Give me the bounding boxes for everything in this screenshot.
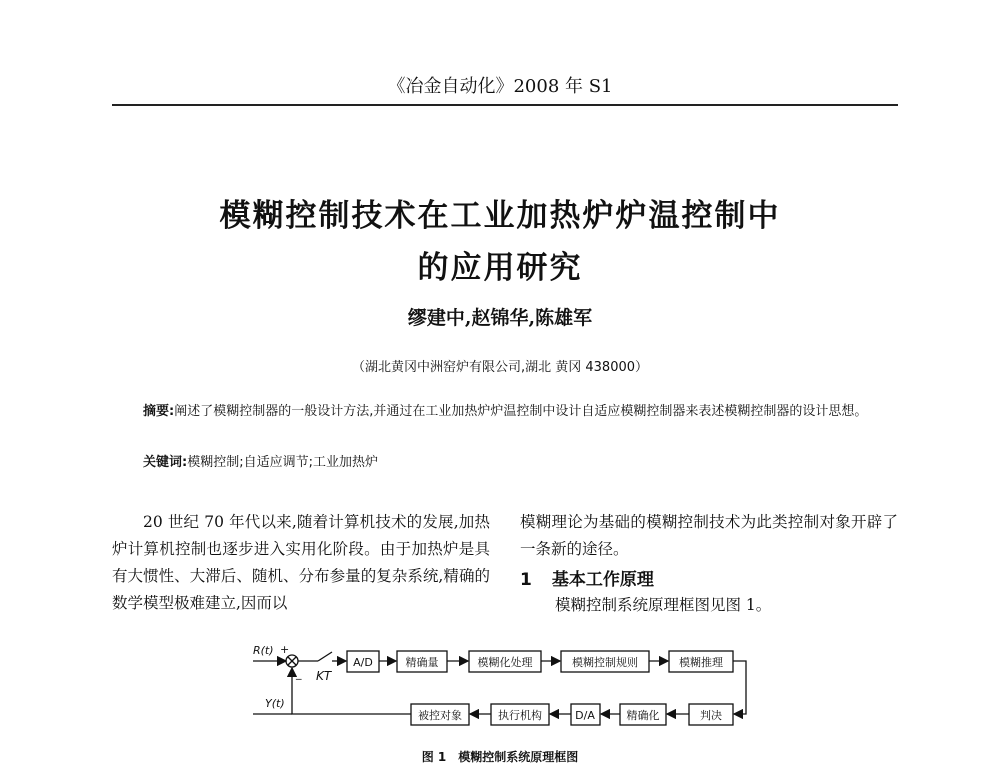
plus-sign: + [280,643,290,656]
body-right-paragraph: 模糊理论为基础的模糊控制技术为此类控制对象开辟了一条新的途径。 [520,513,898,558]
bottom-block-label: 执行机构 [498,709,542,722]
keywords-text: 模糊控制;自适应调节;工业加热炉 [187,455,378,470]
authors: 缪建中,赵锦华,陈雄军 [407,307,593,329]
top-block-label: A/D [353,656,373,669]
top-block-label: 模糊化处理 [477,656,533,669]
section-title: 基本工作原理 [551,570,654,590]
bottom-block-label: 精确化 [626,709,660,722]
bottom-block-label: 判决 [700,709,722,722]
output-label: Y(t) [265,697,285,710]
figure-caption: 图 1 模糊控制系统原理框图 [421,750,579,764]
top-block-label: 精确量 [405,656,439,669]
switch-label: KT [316,669,332,683]
section-number: 1 [520,570,532,590]
abstract-text: 阐述了模糊控制器的一般设计方法,并通过在工业加热炉炉温控制中设计自适应模糊控制器来表述模糊控制器的设计思想。 [174,404,868,419]
abstract-label: 摘要: [143,404,175,419]
journal-header: 《冶金自动化》2008 年 S1 [387,76,613,97]
paper-title-line-2: 的应用研究 [417,250,583,286]
sampling-switch [318,652,332,661]
affiliation: （湖北黄冈中洲窑炉有限公司,湖北 黄冈 438000） [351,360,649,375]
paper-title-line-1: 模糊控制技术在工业加热炉炉温控制中 [219,198,781,234]
bottom-block-label: 被控对象 [418,709,462,722]
bottom-block-label: D/A [575,709,595,722]
minus-sign: _ [296,667,302,680]
arrow-inference-decision [733,661,746,714]
body-left-paragraph: 20 世纪 70 年代以来,随着计算机技术的发展,加热炉计算机控制也逐步进入实用化阶段。由于加热炉是具有大惯性、大滞后、随机、分布参量的复杂系统,精确的数学模型极难建立,因而以 [112,513,490,612]
feedback-line [292,668,411,714]
keywords-label: 关键词: [143,455,188,470]
top-block-label: 模糊控制规则 [572,656,638,669]
input-label: R(t) [253,644,274,657]
section-text: 模糊控制系统原理框图见图 1。 [555,596,772,614]
top-block-label: 模糊推理 [679,656,723,669]
